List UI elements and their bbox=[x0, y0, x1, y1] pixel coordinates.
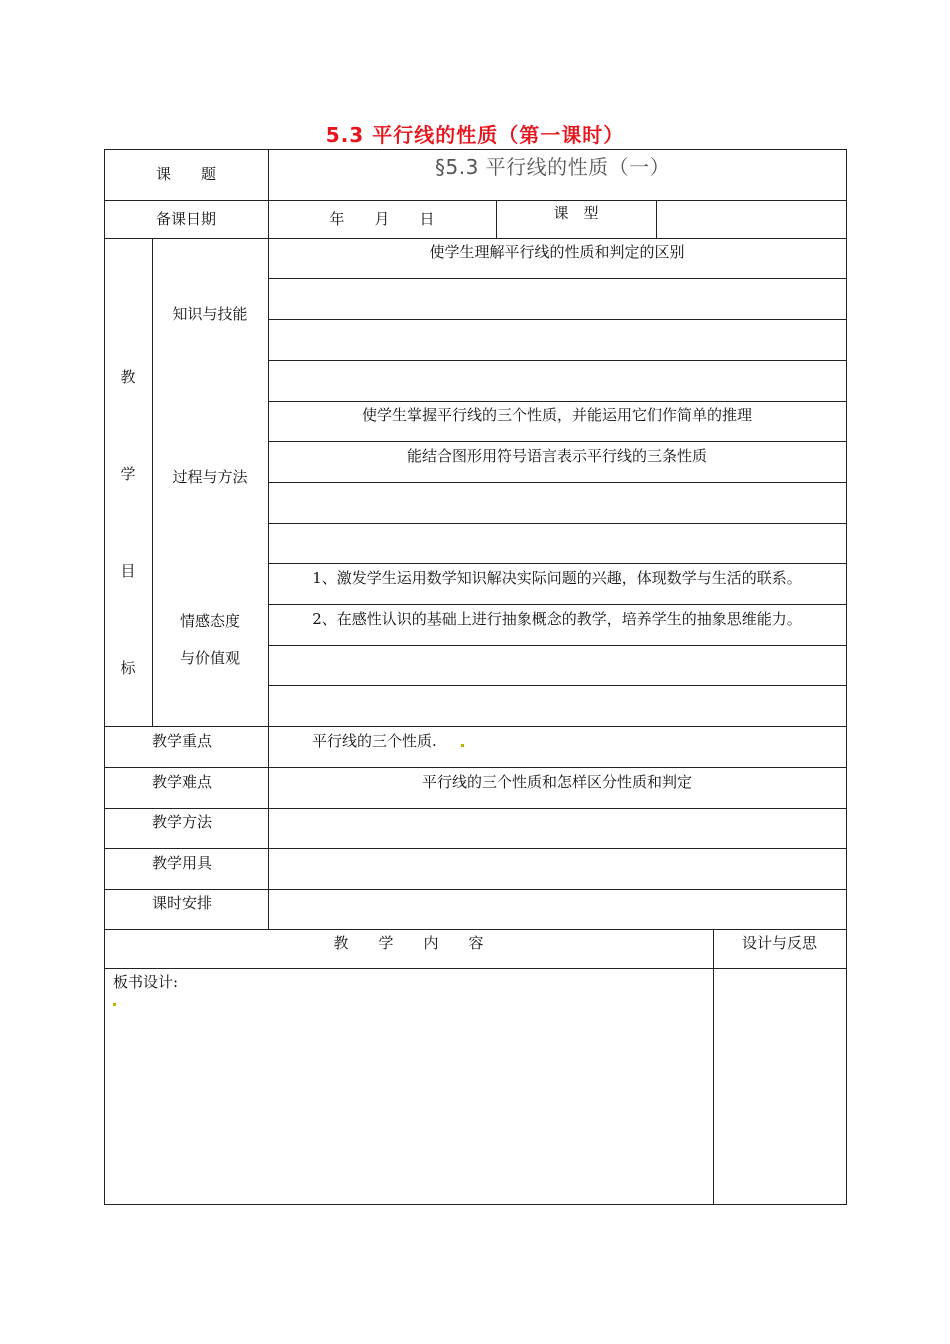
sub-row-divider bbox=[268, 645, 847, 646]
sub-row-divider bbox=[268, 360, 847, 361]
row-divider bbox=[104, 808, 847, 809]
date-label: 备课日期 bbox=[155, 210, 216, 228]
sub-row-divider bbox=[268, 278, 847, 279]
teaching-content-header: 教 学 内 容 bbox=[333, 934, 484, 952]
sub-row-divider bbox=[268, 482, 847, 483]
row-divider bbox=[104, 200, 847, 201]
row-divider bbox=[104, 848, 847, 849]
row-divider bbox=[104, 767, 847, 768]
yellow-speck bbox=[113, 1003, 116, 1006]
sub-row-divider bbox=[268, 319, 847, 320]
design-reflection-header: 设计与反思 bbox=[741, 934, 817, 952]
emotion-values-label-1: 情感态度 bbox=[179, 612, 240, 630]
process-methods-label: 过程与方法 bbox=[172, 468, 248, 486]
key-points-label: 教学重点 bbox=[152, 732, 213, 750]
sub-row-divider bbox=[268, 401, 847, 402]
sub-row-divider bbox=[268, 685, 847, 686]
objectives-label-char: 标 bbox=[120, 659, 136, 677]
sub-row-divider bbox=[268, 604, 847, 605]
objectives-label-char: 目 bbox=[120, 562, 136, 580]
difficulties-label: 教学难点 bbox=[152, 773, 213, 791]
methods-label: 教学方法 bbox=[152, 813, 213, 831]
difficulties-value: 平行线的三个性质和怎样区分性质和判定 bbox=[421, 773, 692, 791]
topic-label: 课 题 bbox=[155, 165, 216, 183]
emotion-row: 1、激发学生运用数学知识解决实际问题的兴趣，体现数学与生活的联系。 bbox=[312, 569, 802, 587]
knowledge-row: 使学生理解平行线的性质和判定的区别 bbox=[429, 243, 685, 261]
yellow-speck bbox=[461, 744, 464, 747]
sub-row-divider bbox=[268, 523, 847, 524]
knowledge-skills-label: 知识与技能 bbox=[172, 305, 248, 323]
table-border-top bbox=[104, 149, 847, 150]
col-divider bbox=[656, 200, 657, 238]
emotion-values-label-2: 与价值观 bbox=[179, 649, 240, 667]
process-row: 能结合图形用符号语言表示平行线的三条性质 bbox=[406, 447, 707, 465]
board-design-label: 板书设计: bbox=[113, 973, 179, 991]
col-divider bbox=[268, 149, 269, 929]
row-divider bbox=[104, 238, 847, 239]
row-divider bbox=[104, 929, 847, 930]
row-divider bbox=[104, 968, 847, 969]
schedule-label: 课时安排 bbox=[152, 894, 213, 912]
sub-row-divider bbox=[268, 441, 847, 442]
type-label: 课 型 bbox=[553, 204, 599, 222]
sub-row-divider bbox=[268, 563, 847, 564]
objectives-label-char: 学 bbox=[120, 465, 136, 483]
topic-value: §5.3 平行线的性质（一） bbox=[435, 155, 671, 179]
date-value: 年 月 日 bbox=[329, 210, 435, 228]
objectives-label-char: 教 bbox=[120, 368, 136, 386]
emotion-row: 2、在感性认识的基础上进行抽象概念的教学，培养学生的抽象思维能力。 bbox=[312, 610, 802, 628]
table-border-right bbox=[846, 149, 847, 1205]
col-divider bbox=[713, 929, 714, 1205]
row-divider bbox=[104, 889, 847, 890]
lesson-plan-table bbox=[104, 149, 847, 1205]
row-divider bbox=[104, 726, 847, 727]
tools-label: 教学用具 bbox=[152, 854, 213, 872]
table-border-bottom bbox=[104, 1204, 847, 1205]
process-row: 使学生掌握平行线的三个性质，并能运用它们作简单的推理 bbox=[361, 406, 752, 424]
key-points-value: 平行线的三个性质. bbox=[312, 732, 437, 750]
document-title: 5.3 平行线的性质（第一课时） bbox=[325, 123, 625, 147]
